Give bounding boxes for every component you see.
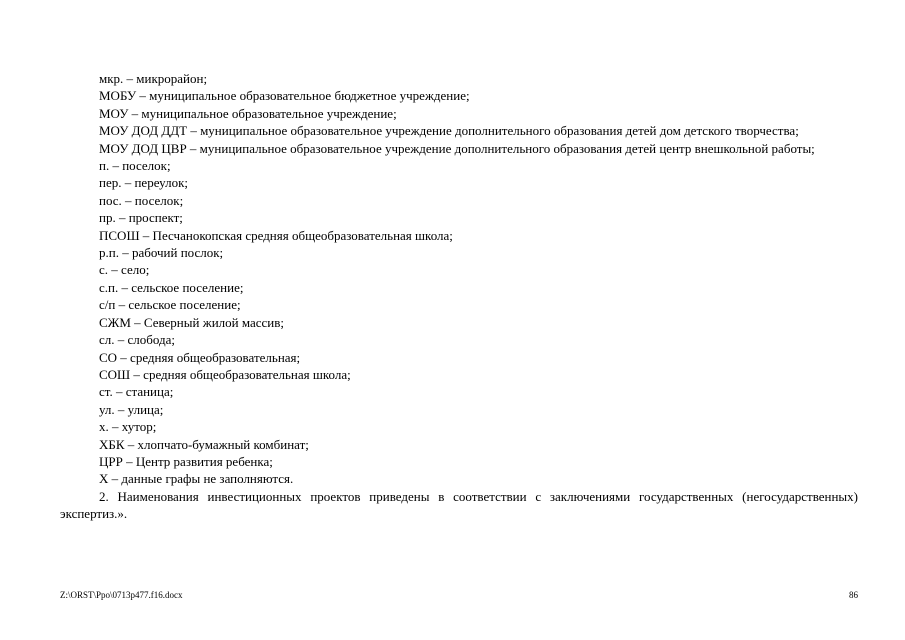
- file-path: Z:\ORST\Ppo\0713p477.f16.docx: [60, 590, 183, 600]
- abbrev-st: ст. – станица;: [99, 384, 174, 400]
- document-body: [60, 70, 858, 523]
- abbrev-sp: с.п. – сельское поселение;: [99, 279, 244, 295]
- abbrev-kh: х. – хутор;: [99, 419, 157, 435]
- abbrev-x: Х – данные графы не заполняются.: [99, 471, 294, 487]
- page-footer: [60, 590, 858, 604]
- abbrev-sosh: СОШ – средняя общеобразовательная школа;: [99, 366, 351, 382]
- abbrev-mou: МОУ – муниципальное образовательное учреждение;: [99, 105, 397, 121]
- abbrev-szhm: СЖМ – Северный жилой массив;: [99, 314, 284, 330]
- abbrev-so: СО – средняя общеобразовательная;: [99, 349, 301, 365]
- abbrev-pr: пр. – проспект;: [99, 210, 183, 226]
- abbrev-s: с. – село;: [99, 262, 150, 278]
- abbrev-tsrr: ЦРР – Центр развития ребенка;: [99, 453, 273, 469]
- abbrev-ul: ул. – улица;: [99, 401, 164, 417]
- note-2: 2. Наименования инвестиционных проектов приведены в соответствии с заключениями государственных (негосударственных) экспертиз.».: [60, 488, 858, 522]
- abbrev-mobu: МОБУ – муниципальное образовательное бюджетное учреждение;: [99, 88, 470, 104]
- page-number: 86: [849, 590, 858, 600]
- abbrev-rp: р.п. – рабочий послок;: [99, 245, 224, 261]
- abbrev-mkr: мкр. – микрорайон;: [99, 71, 208, 86]
- abbrev-khbk: ХБК – хлопчато-бумажный комбинат;: [99, 436, 309, 452]
- abbrev-p: п. – поселок;: [99, 158, 171, 174]
- abbrev-pos: пос. – поселок;: [99, 192, 184, 208]
- abbrev-sl: сл. – слобода;: [99, 332, 176, 348]
- abbrev-mou-dod-ddt: МОУ ДОД ДДТ – муниципальное образовательное учреждение дополнительного образования детей дом детского творчества;: [99, 123, 799, 139]
- abbrev-psosh: ПСОШ – Песчанокопская средняя общеобразовательная школа;: [99, 227, 453, 243]
- abbrev-mou-dod-tsvr: МОУ ДОД ЦВР – муниципальное образовательное учреждение дополнительного образования детей центр внешкольной работы;: [99, 140, 815, 156]
- abbrev-per: пер. – переулок;: [99, 175, 188, 191]
- abbrev-s-slash-p: с/п – сельское поселение;: [99, 297, 241, 313]
